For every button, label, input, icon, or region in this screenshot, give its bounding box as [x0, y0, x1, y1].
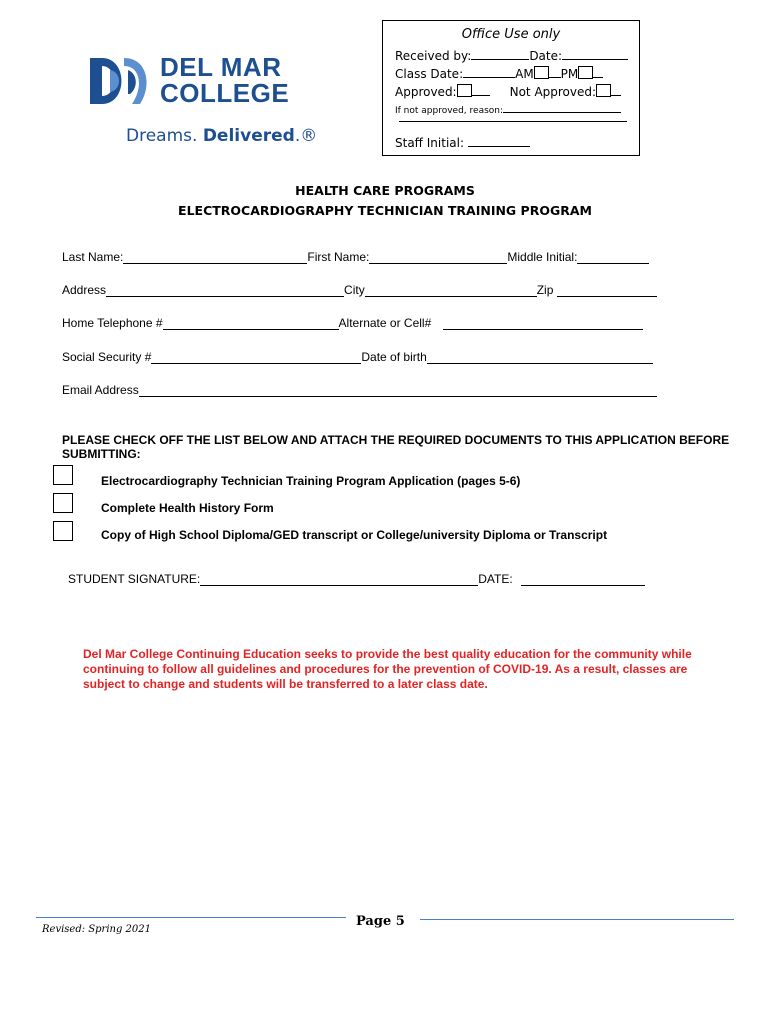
checklist-checkbox-2[interactable] [53, 493, 73, 513]
city-field[interactable] [365, 284, 537, 297]
zip-field[interactable] [557, 284, 657, 297]
covid-notice: Del Mar College Continuing Education seeks to provide the best quality education for the community while continuing to follow all guidelines and procedures for the prevention of COVID-19. As a result, classes are subject to change and students will be transferred to a later class date. [83, 647, 692, 691]
class-date-row: Class Date: AM PM [395, 65, 603, 81]
ssn-row: Social Security # Date of birth [62, 350, 653, 364]
email-row: Email Address [62, 383, 657, 397]
address-field[interactable] [106, 284, 344, 297]
pm-checkbox[interactable] [578, 66, 593, 79]
dob-field[interactable] [427, 351, 653, 364]
checklist-item-1: Electrocardiography Technician Training Program Application (pages 5-6) [101, 474, 521, 488]
first-name-field[interactable] [369, 251, 507, 264]
email-field[interactable] [139, 384, 657, 397]
checklist-item-2: Complete Health History Form [101, 501, 274, 515]
received-by-row: Received by: Date: [395, 47, 628, 63]
alt-phone-field[interactable] [443, 317, 643, 330]
approved-row: Approved: Not Approved: [395, 83, 621, 99]
footer-rule-left [36, 917, 346, 918]
home-phone-field[interactable] [163, 317, 339, 330]
signature-row: STUDENT SIGNATURE: DATE: [68, 572, 645, 586]
checklist-instructions: PLEASE CHECK OFF THE LIST BELOW AND ATTACH THE REQUIRED DOCUMENTS TO THIS APPLICATION BEFORE SUBMITTING: [62, 433, 730, 461]
reason-row: If not approved, reason: [395, 103, 621, 116]
del-mar-logo-icon [88, 56, 152, 106]
footer-rule-right [420, 919, 734, 920]
middle-initial-field[interactable] [577, 251, 649, 264]
staff-initial-row: Staff Initial: [395, 134, 530, 150]
signature-date-field[interactable] [521, 573, 645, 586]
approved-checkbox[interactable] [457, 84, 472, 97]
phone-row: Home Telephone # Alternate or Cell# [62, 316, 643, 330]
office-use-box [382, 20, 640, 156]
ssn-field[interactable] [151, 351, 361, 364]
am-checkbox[interactable] [534, 66, 549, 79]
checklist-checkbox-3[interactable] [53, 521, 73, 541]
checklist-item-3: Copy of High School Diploma/GED transcript or College/university Diploma or Transcript [101, 528, 608, 542]
college-tagline: Dreams. Delivered.® [126, 126, 318, 146]
page-number: Page 5 [356, 914, 405, 929]
not-approved-checkbox[interactable] [596, 84, 611, 97]
office-use-title: Office Use only [461, 27, 561, 42]
revised-date: Revised: Spring 2021 [42, 924, 151, 935]
signature-field[interactable] [200, 573, 478, 586]
college-name: DEL MAR COLLEGE [160, 52, 290, 108]
last-name-field[interactable] [123, 251, 307, 264]
name-row: Last Name: First Name: Middle Initial: [62, 250, 649, 264]
heading-program-title: ELECTROCARDIOGRAPHY TECHNICIAN TRAINING PROGRAM [178, 203, 592, 218]
checklist-checkbox-1[interactable] [53, 465, 73, 485]
reason-extra-line [399, 121, 627, 122]
address-row: Address City Zip [62, 283, 657, 297]
heading-programs: HEALTH CARE PROGRAMS [295, 183, 475, 198]
